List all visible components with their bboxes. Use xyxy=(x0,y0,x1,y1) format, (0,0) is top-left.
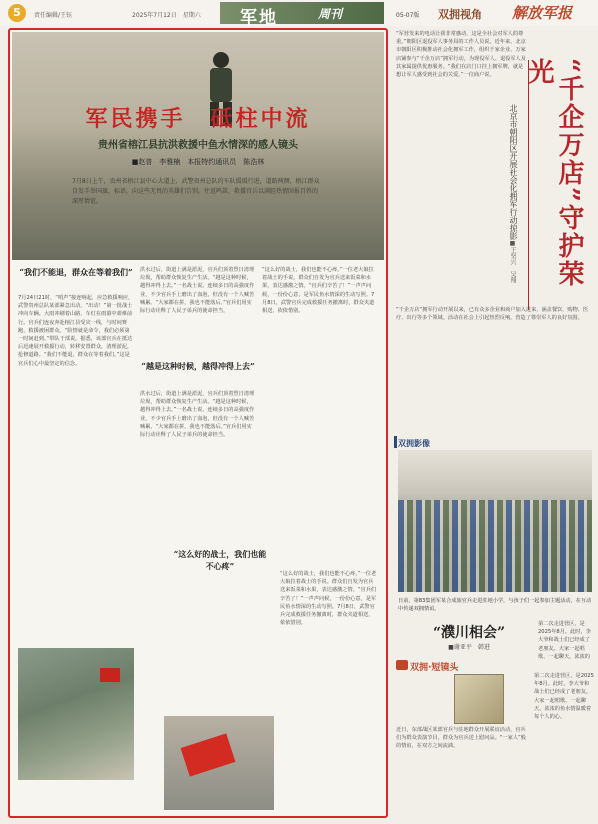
section-label: 双拥视角 xyxy=(438,8,482,21)
title-divider xyxy=(528,60,529,310)
article-column-2-top xyxy=(140,266,256,350)
lead-story-frame[interactable] xyxy=(8,28,388,818)
masthead xyxy=(220,2,384,28)
article-column-3-top xyxy=(262,266,378,546)
masthead-title: 军地 xyxy=(240,8,278,28)
lead-story-title: 军民携手 砥柱中流 xyxy=(85,106,311,132)
gallery-marker-icon xyxy=(394,436,397,448)
page-header xyxy=(0,0,598,26)
feature-text-2: 第二次走进营区，是2025年8月。此时，李大爷和战士们已经成了老朋友。大家一起唱歌、一起聊天，浓浓的鱼水情温暖着每个人的心。 xyxy=(534,673,594,721)
side-story-body-2 xyxy=(396,306,592,432)
side-story-title: “千企万店”守护荣光 xyxy=(524,58,584,288)
farewell-photo xyxy=(164,716,274,810)
page-range: 05-07版 xyxy=(396,12,420,19)
lead-story-subtitle: 贵州省榕江县抗洪救援中鱼水情深的感人镜头 xyxy=(98,140,298,151)
column-2-text-b: 洪水过后，街道上满是淤泥，官兵们顶着烈日清理垃圾，帮助群众恢复生产生活。“越是这种时候，越得冲得上去。”一名战士说。连续多日的高强度作业，不少官兵手上磨出了血泡，但没有一个人喊苦喊累。“大家都在拼，我也不能落后。”官兵们用实际行动诠释了人民子弟兵的使命担当。 xyxy=(140,391,255,439)
column-2-text-a: 洪水过后，街道上满是淤泥，官兵们顶着烈日清理垃圾，帮助群众恢复生产生活。“越是这种时候，越得冲得上去。”一名战士说。连续多日的高强度作业，不少官兵手上磨出了血泡，但没有一个人喊苦喊累。“大家都在拼，我也不能落后。”官兵们用实际行动诠释了人民子弟兵的使命担当。 xyxy=(140,267,255,315)
flag-icon xyxy=(100,668,120,682)
feature-label: 双拥·短镜头 xyxy=(410,663,459,673)
column-1-text: 7月24日21时，“哨声”接连响起，应急救援响应，武警贵州总队某部紧急出动。“出动！”第一批战士冲向车辆。大雨冲刷着山路，车灯在雨幕中艰难前行。官兵们连夜奔赴榕江县受灾一线，与时间赛跑，救援被困群众。“险情就是命令，我们必须第一时间赶到。”带队干部说。据悉，该部官兵在抵达后迅速展开救援行动，转移安置群众，清理淤泥，抢修道路。“我们不能退，群众在等着我们。”这是官兵们心中最坚定的信念。 xyxy=(18,295,134,367)
poem-body xyxy=(538,620,594,660)
rescue-photo xyxy=(18,648,134,780)
side-story-subtitle: 北京市朝阳区开展社会化拥军行动掠影 xyxy=(509,104,518,240)
poem-byline: ■谢亚平 韩进 xyxy=(448,644,490,651)
section-header-2: “越是这种时候，越得冲得上去” xyxy=(141,361,255,371)
column-3-text-a: “这么好的战士，我们也能不心疼。”一位老大娘拉着战士的手说。群众们自发为官兵送来饭菜和水果，表达感激之情。“官兵们辛苦了！”一声声问候，一份份心意，是军民鱼水情深的生动写照。7月8日，武警官兵完成救援任务撤离时，群众夹道相送，依依惜别。 xyxy=(262,267,375,315)
article-column-1 xyxy=(18,294,134,644)
masthead-subtitle: 周刊 xyxy=(318,7,343,21)
gallery-photo xyxy=(398,450,592,592)
article-column-3 xyxy=(280,570,378,810)
side-story-body xyxy=(396,30,526,300)
newspaper-logo: 解放军报 xyxy=(512,4,573,22)
side-story-text-2: “千企万店”拥军行动开展以来，已有众多企业和商户加入进来，涵盖餐饮、购物、医疗、出行等多个领域。活动在社会上引起热烈反响，营造了尊崇军人的良好氛围。 xyxy=(396,307,589,322)
package-photo xyxy=(454,674,504,724)
gallery-label: 双拥影像 xyxy=(398,439,430,448)
page-number: 5 xyxy=(8,4,26,22)
side-story-byline: ■王坚兴 吴翔 xyxy=(509,240,516,283)
lead-story-byline: ■赵普 李雅楠 本报特约通讯员 陈浩林 xyxy=(131,158,265,166)
poem-text: 第二次走进营区，是2025年8月。此时，李大爷和战士们已经成了老朋友。大家一起唱歌、一起聊天，浓浓的 xyxy=(538,621,591,660)
section-header-3: “这么好的战士，我们也能不心疼” xyxy=(173,549,267,571)
lead-paragraph: 7月8日上午，贵州省榕江县中心大道上，武警贵州总队的车队缓缓行进，道路两侧，榕江群众自发手举国旗、标语，向这些无畏的英雄们告别。往返鸣笛，救援官兵以满腔热情回报百姓的深厚情谊。 xyxy=(72,178,320,205)
gallery-caption: 日前，第83集团军某合成旅官兵走进驻地小学，与孩子们一起参加主题活动，在互动中传递双拥情谊。 xyxy=(398,598,592,612)
poem-title: “濮川相会” xyxy=(432,625,506,641)
side-story-text: “军营发来的电话让我非常感动，这是全社会对军人的尊重。”朝阳区退役军人事务局的工作人员说。近年来，北京市朝阳区积极推动社会化拥军工作，组织千家企业、万家店铺参与“千企万店”拥军行动，为现役军人、退役军人及其家属提供优惠服务。“我们在店门口挂上拥军牌，就是想让军人感受到社会的关爱。”一位商户说。 xyxy=(396,31,526,79)
feature-body-2 xyxy=(534,672,594,820)
crowd-rows xyxy=(398,500,592,592)
column-3-text-b: “这么好的战士，我们也能不心疼。”一位老大娘拉着战士的手说。群众们自发为官兵送来饭菜和水果，表达感激之情。“官兵们辛苦了！”一声声问候，一份份心意，是军民鱼水情深的生动写照。7月8日，武警官兵完成救援任务撤离时，群众夹道相送，依依惜别。 xyxy=(280,571,377,627)
issue-date: 2025年7月12日 星期六 xyxy=(132,12,201,19)
editor-credit: 责任编辑/王钰 xyxy=(34,12,73,19)
feature-icon xyxy=(396,660,408,670)
hero-image xyxy=(12,32,384,260)
section-header-1: “我们不能退，群众在等着我们” xyxy=(19,267,133,277)
feature-body xyxy=(396,726,528,820)
feature-text: 近日，东部战区某部官兵与驻地群众开展联谊活动，官兵们为群众表演节目，群众为官兵送上慰问品。“一家人”般的情谊，在双方之间流淌。 xyxy=(396,727,526,750)
flag-icon xyxy=(181,733,236,776)
